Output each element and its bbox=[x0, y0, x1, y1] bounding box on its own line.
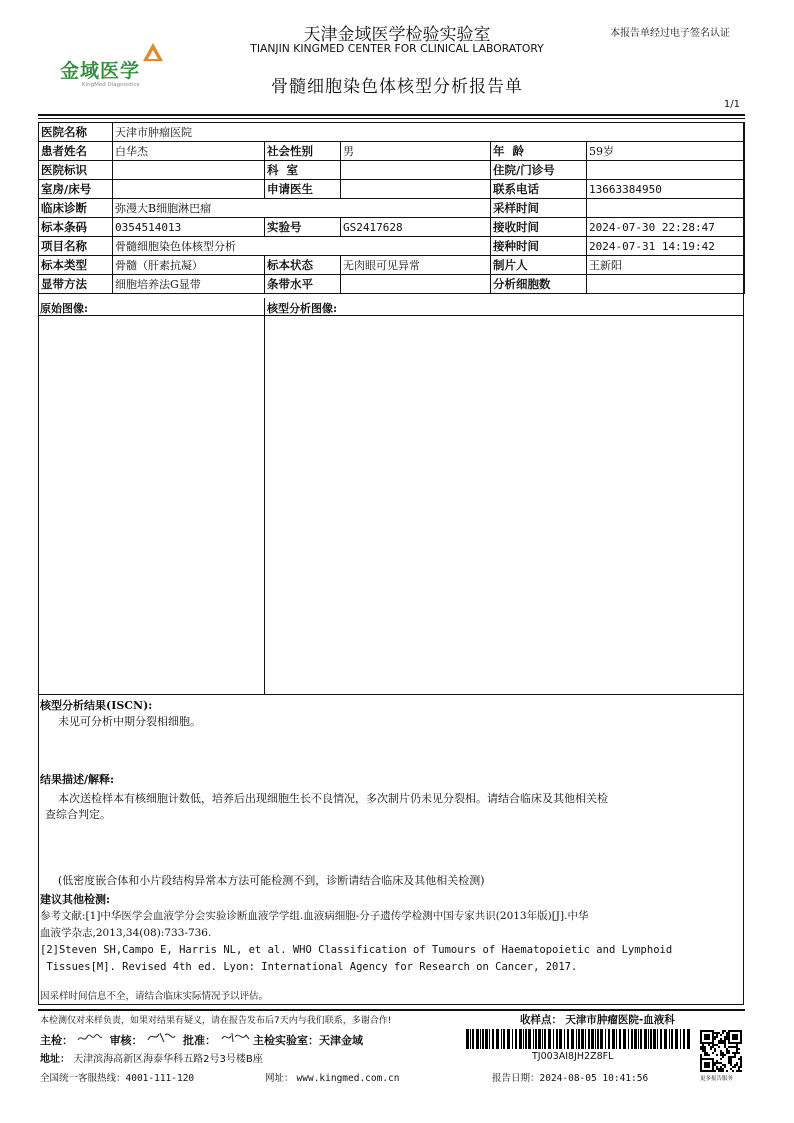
inpatient-label: 住院/门诊号 bbox=[491, 161, 587, 180]
hospital-value: 天津市肿瘤医院 bbox=[113, 123, 745, 142]
table-row bbox=[39, 161, 745, 180]
original-image-area bbox=[39, 316, 264, 694]
diagnosis-label: 临床诊断 bbox=[39, 199, 113, 218]
hospital-id-value bbox=[113, 161, 265, 180]
approver-signature-icon bbox=[220, 1030, 250, 1044]
e-signature-note: 本报告单经过电子签名认证 bbox=[610, 28, 730, 39]
gender-value: 男 bbox=[341, 142, 491, 161]
sample-time-value bbox=[587, 199, 745, 218]
tester-label: 主检： bbox=[40, 1034, 73, 1047]
sampling-note: 因采样时间信息不全，请结合临床实际情况予以评估。 bbox=[40, 991, 269, 1002]
table-row bbox=[39, 256, 745, 275]
inoculate-time-value: 2024-07-31 14:19:42 bbox=[587, 237, 745, 256]
cells-label: 分析细胞数 bbox=[491, 275, 587, 294]
table-row bbox=[39, 123, 745, 142]
phone-label: 联系电话 bbox=[491, 180, 587, 199]
lab-label: 主检实验室： bbox=[253, 1034, 319, 1047]
banding-value: 细胞培养法G显带 bbox=[113, 275, 265, 294]
qr-caption: 更多报告服务 bbox=[700, 1076, 734, 1082]
specimen-type-value: 骨髓（肝素抗凝） bbox=[113, 256, 265, 275]
patient-info-table bbox=[38, 122, 745, 294]
age-value: 59岁 bbox=[587, 142, 745, 161]
lab-value: 天津金域 bbox=[319, 1034, 363, 1047]
hotline-label: 全国统一客服热线： bbox=[40, 1073, 126, 1084]
table-row bbox=[39, 275, 745, 294]
inoculate-time-label: 接种时间 bbox=[491, 237, 587, 256]
room-label: 室房/床号 bbox=[39, 180, 113, 199]
item-label: 项目名称 bbox=[39, 237, 113, 256]
address bbox=[40, 1050, 263, 1065]
description-label: 结果描述/解释: bbox=[40, 773, 115, 786]
hotline bbox=[40, 1070, 194, 1084]
image-panel-bottom bbox=[38, 694, 744, 695]
limitation-note: (低密度嵌合体和小片段结构异常本方法可能检测不到，诊断请结合临床及其他相关检测) bbox=[58, 874, 485, 887]
hospital-id-label: 医院标识 bbox=[39, 161, 113, 180]
barcode-label: 标本条码 bbox=[39, 218, 113, 237]
band-level-value bbox=[341, 275, 491, 294]
lab-name-english: TIANJIN KINGMED CENTER FOR CLINICAL LABORATORY bbox=[250, 42, 544, 55]
patient-label: 患者姓名 bbox=[39, 142, 113, 161]
signatures-row bbox=[40, 1030, 363, 1048]
hotline-value: 4001-111-120 bbox=[125, 1073, 195, 1084]
karyotype-image-label: 核型分析图像: bbox=[267, 302, 338, 315]
doctor-label: 申请医生 bbox=[265, 180, 341, 199]
diagnosis-value: 弥漫大B细胞淋巴瘤 bbox=[113, 199, 491, 218]
inpatient-value bbox=[587, 161, 745, 180]
header-divider bbox=[38, 114, 745, 116]
description-line-1: 本次送检样本有核细胞计数低，培养后出现细胞生长不良情况，多次制片仍未见分裂相。请结合临床及其他相关检 bbox=[58, 792, 608, 805]
reference-line: Tissues[M]. Revised 4th ed. Lyon: International Agency for Research on Cancer, 2017. bbox=[40, 961, 578, 973]
preparer-label: 制片人 bbox=[491, 256, 587, 275]
dept-value bbox=[341, 161, 491, 180]
original-image-label: 原始图像: bbox=[40, 302, 89, 315]
exp-no-label: 实验号 bbox=[265, 218, 341, 237]
dept-label: 科 室 bbox=[265, 161, 341, 180]
tester-signature-icon bbox=[77, 1032, 103, 1044]
website-label: 网址： bbox=[265, 1073, 294, 1084]
footer-divider bbox=[38, 1009, 745, 1011]
reference-line: [2]Steven SH,Campo E, Harris NL, et al. WHO Classification of Tumours of Haematopoietic and Lymphoid bbox=[40, 944, 673, 956]
website bbox=[265, 1070, 400, 1084]
band-level-label: 条带水平 bbox=[265, 275, 341, 294]
other-tests-label: 建议其他检测: bbox=[40, 893, 111, 906]
reviewer-signature-icon bbox=[146, 1030, 176, 1044]
page-number: 1/1 bbox=[723, 99, 740, 110]
header-divider-thin bbox=[38, 118, 745, 119]
exp-no-value: GS2417628 bbox=[341, 218, 491, 237]
barcode-text: TJ003AI8JH2Z8FL bbox=[532, 1051, 614, 1062]
patient-value: 白华杰 bbox=[113, 142, 265, 161]
hospital-label: 医院名称 bbox=[39, 123, 113, 142]
approver-label: 批准： bbox=[183, 1034, 216, 1047]
lab-name: 天津金域医学检验实验室 bbox=[303, 25, 491, 45]
references bbox=[40, 908, 742, 976]
collection-value: 天津市肿瘤医院-血液科 bbox=[565, 1014, 675, 1026]
report-title: 骨髓细胞染色体核型分析报告单 bbox=[271, 77, 523, 97]
banding-label: 显带方法 bbox=[39, 275, 113, 294]
cells-value bbox=[587, 275, 745, 294]
doctor-value bbox=[341, 180, 491, 199]
collection-label: 收样点： bbox=[520, 1014, 562, 1026]
reviewer-label: 审核： bbox=[109, 1034, 143, 1047]
table-row bbox=[39, 180, 745, 199]
iscn-result: 未见可分析中期分裂相细胞。 bbox=[58, 715, 201, 728]
specimen-state-label: 标本状态 bbox=[265, 256, 341, 275]
table-row bbox=[39, 218, 745, 237]
age-label: 年 龄 bbox=[491, 142, 587, 161]
reference-line: 参考文献:[1]中华医学会血液学分会实验诊断血液学学组.血液病细胞-分子遗传学检测中国专家共识(2013年版)[J].中华 bbox=[40, 910, 589, 922]
report-barcode-icon bbox=[466, 1029, 690, 1049]
table-row bbox=[39, 199, 745, 218]
sample-time-label: 采样时间 bbox=[491, 199, 587, 218]
receive-time-value: 2024-07-30 22:28:47 bbox=[587, 218, 745, 237]
table-row bbox=[39, 142, 745, 161]
receive-time-label: 接收时间 bbox=[491, 218, 587, 237]
gender-label: 社会性别 bbox=[265, 142, 341, 161]
address-value: 天津滨海高新区海泰华科五路2号3号楼B座 bbox=[73, 1054, 263, 1065]
disclaimer: 本检测仅对来样负责，如果对结果有疑义，请在报告发布后7天内与我们联系，多谢合作! bbox=[40, 1016, 392, 1026]
website-link[interactable]: www.kingmed.com.cn bbox=[296, 1073, 400, 1084]
address-label: 地址： bbox=[40, 1054, 70, 1065]
room-value bbox=[113, 180, 265, 199]
qr-code-icon[interactable] bbox=[700, 1030, 742, 1072]
phone-value: 13663384950 bbox=[587, 180, 745, 199]
karyotype-image-area bbox=[265, 316, 743, 694]
preparer-value: 王新阳 bbox=[587, 256, 745, 275]
report-date-label: 报告日期： bbox=[492, 1073, 540, 1084]
logo-text: 金域医学 bbox=[60, 60, 141, 82]
table-row bbox=[39, 237, 745, 256]
iscn-label: 核型分析结果(ISCN): bbox=[40, 699, 153, 712]
logo-subtitle: KingMed Diagnostics bbox=[82, 82, 140, 88]
specimen-type-label: 标本类型 bbox=[39, 256, 113, 275]
report-date-value: 2024-08-05 10:41:56 bbox=[539, 1073, 649, 1084]
reference-line: 血液学杂志,2013,34(08):733-736. bbox=[40, 927, 212, 939]
report-date bbox=[492, 1070, 648, 1084]
description-line-2: 查综合判定。 bbox=[45, 808, 111, 821]
barcode-value: 0354514013 bbox=[113, 218, 265, 237]
specimen-state-value: 无肉眼可见异常 bbox=[341, 256, 491, 275]
item-value: 骨髓细胞染色体核型分析 bbox=[113, 237, 491, 256]
collection-point bbox=[520, 1012, 675, 1027]
